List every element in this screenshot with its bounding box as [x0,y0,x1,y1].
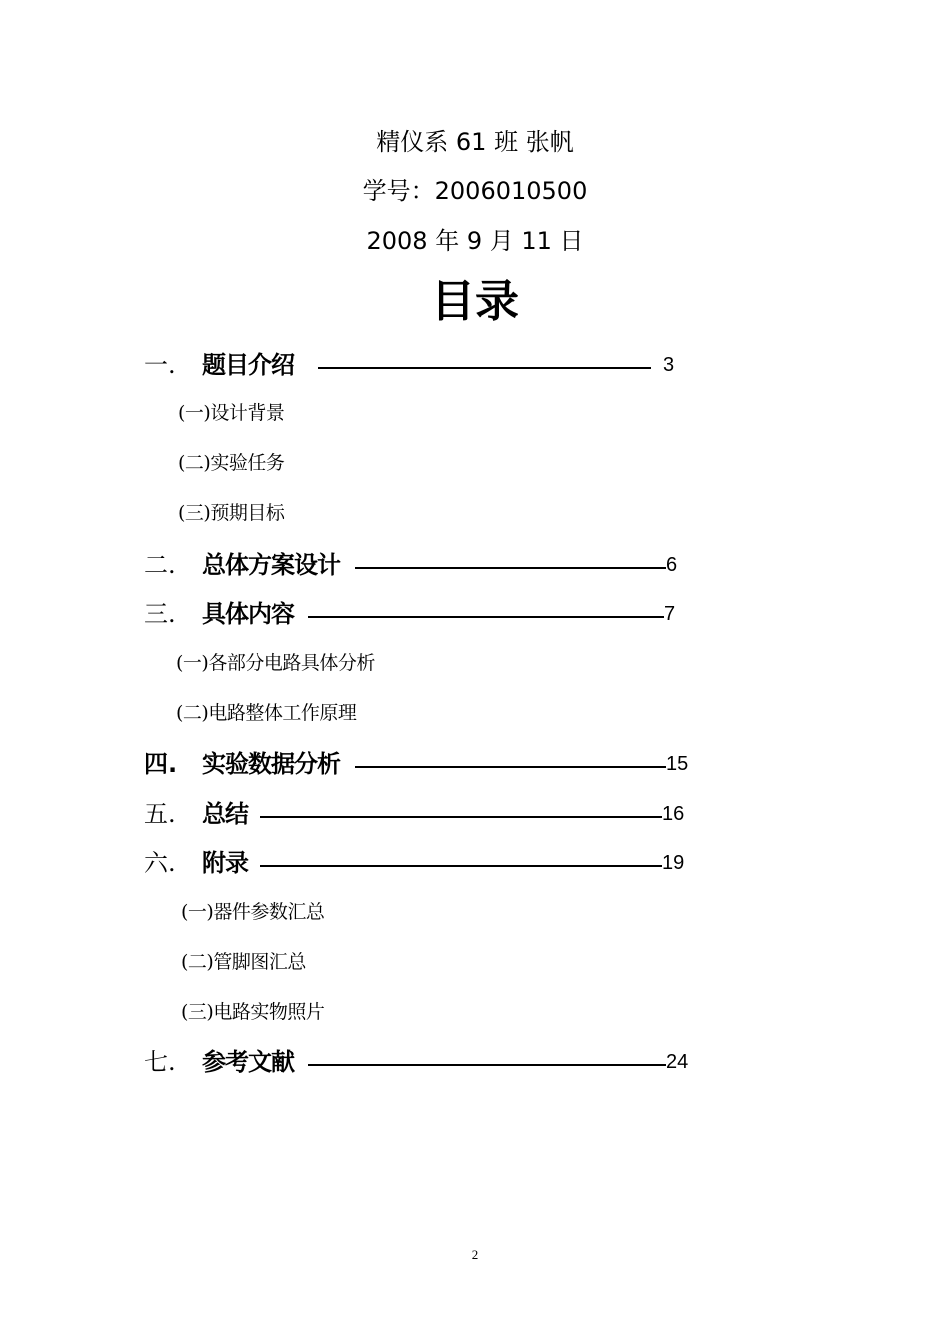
author-line: 精仪系 61 班 张帆 [376,128,574,156]
toc-entry-page: 7 [664,603,676,625]
toc-leader-line [308,616,664,618]
toc-entry-4[interactable] [0,747,950,781]
toc-leader-line [260,816,662,818]
toc-subentry[interactable]: (二)实验任务 [178,452,285,474]
toc-leader-line [318,367,651,369]
toc-entry-number: 三. [144,600,176,628]
toc-subentry[interactable]: (三)电路实物照片 [181,1001,325,1023]
toc-leader-line [355,766,666,768]
toc-entry-label: 总体方案设计 [202,551,340,579]
toc-subentry[interactable]: (二)管脚图汇总 [181,951,306,973]
toc-entry-label: 参考文献 [202,1048,294,1076]
toc-entry-page: 24 [666,1051,689,1073]
toc-entry-3[interactable] [0,597,950,631]
toc-entry-label: 附录 [202,849,248,877]
toc-entry-label: 实验数据分析 [202,750,340,778]
toc-entry-page: 3 [663,354,675,376]
toc-entry-number: 一. [144,351,176,379]
toc-entry-2[interactable] [0,548,950,582]
toc-subentry[interactable]: (一)各部分电路具体分析 [176,652,375,674]
student-id-line: 学号：2006010500 [362,177,588,205]
toc-entry-label: 题目介绍 [202,351,294,379]
page-number: 2 [471,1247,479,1262]
toc-entry-number: 四. [144,750,178,778]
toc-entry-page: 16 [662,803,685,825]
toc-entry-page: 19 [662,852,685,874]
toc-entry-7[interactable] [0,1045,950,1079]
toc-entry-number: 二. [144,551,176,579]
toc-entry-6[interactable] [0,846,950,880]
toc-entry-label: 具体内容 [202,600,294,628]
toc-subentry[interactable]: (二)电路整体工作原理 [176,702,357,724]
toc-title: 目录 [431,276,519,327]
toc-entry-5[interactable] [0,797,950,831]
toc-leader-line [355,567,666,569]
toc-entry-page: 6 [666,554,678,576]
toc-entry-number: 六. [144,849,176,877]
toc-entry-1[interactable] [0,348,950,382]
toc-entry-number: 五. [144,800,176,828]
toc-subentry[interactable]: (一)器件参数汇总 [181,901,325,923]
toc-leader-line [260,865,662,867]
toc-subentry[interactable]: (一)设计背景 [178,402,285,424]
toc-entry-number: 七. [144,1048,176,1076]
toc-entry-page: 15 [666,753,689,775]
toc-entry-label: 总结 [202,800,248,828]
toc-leader-line [308,1064,666,1066]
toc-subentry[interactable]: (三)预期目标 [178,502,285,524]
date-line: 2008 年 9 月 11 日 [366,227,584,255]
